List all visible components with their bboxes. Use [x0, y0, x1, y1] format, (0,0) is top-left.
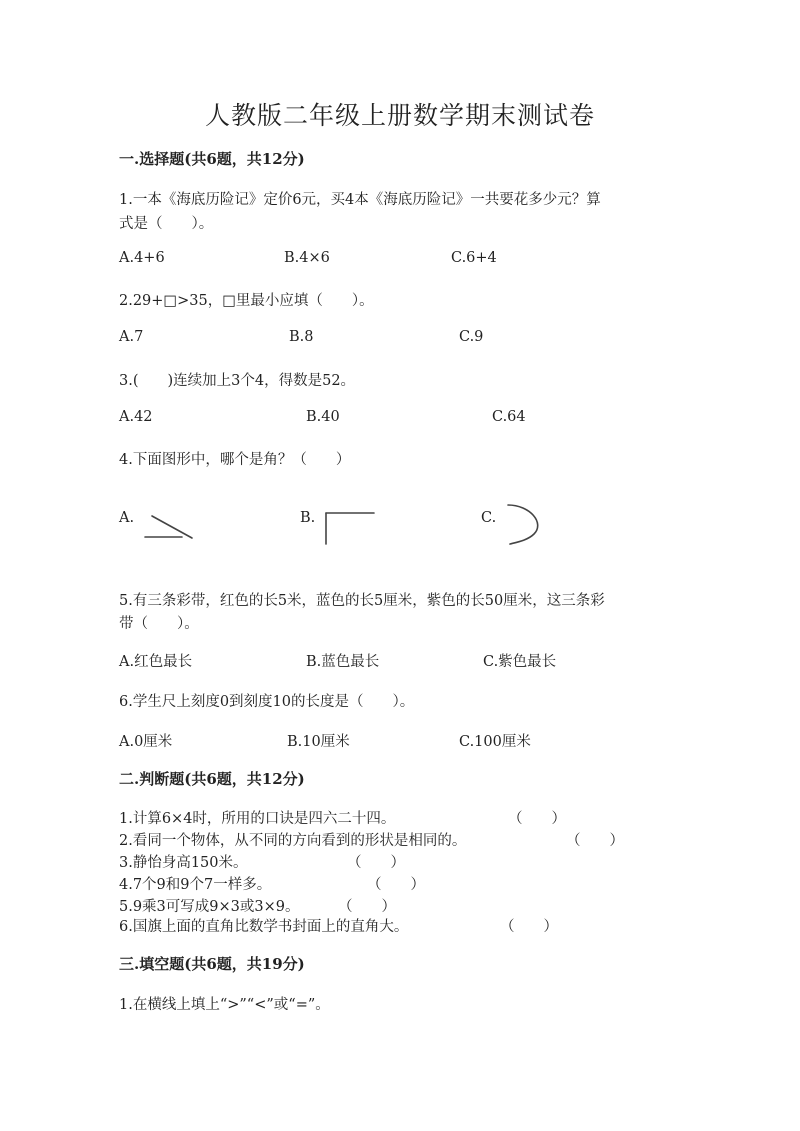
figure-c-non-angle [508, 505, 538, 544]
figure-b-non-angle [326, 513, 374, 544]
option-b: B.4×6 [284, 250, 330, 266]
question-text: 带（ ）。 [119, 616, 199, 632]
answer-bracket: （ ） [508, 811, 566, 827]
option-a: A.42 [119, 409, 153, 425]
option-b: B.蓝色最长 [306, 654, 380, 670]
answer-bracket: （ ） [500, 919, 558, 935]
question-text: 1.在横线上填上“>”“<”或“=”。 [119, 997, 330, 1013]
option-b: B.40 [306, 409, 340, 425]
option-a: A.7 [119, 329, 144, 345]
section-heading-judgement: 二.判断题(共6题，共12分) [119, 770, 305, 788]
option-c: C.9 [459, 329, 484, 345]
option-c: C.100厘米 [459, 734, 531, 750]
question-text: 1.一本《海底历险记》定价6元，买4本《海底历险记》一共要花多少元？算 [119, 192, 601, 208]
option-b: B.8 [289, 329, 314, 345]
option-c: C.64 [492, 409, 526, 425]
judgement-item-text: 6.国旗上面的直角比数学书封面上的直角大。 [119, 919, 409, 935]
question-text: 2.29+□>35，□里最小应填（ ）。 [119, 293, 374, 309]
judgement-item-text: 3.静怡身高150米。 [119, 855, 248, 871]
option-c: C. [481, 510, 497, 526]
option-b: B. [300, 510, 316, 526]
option-b: B.10厘米 [287, 734, 350, 750]
judgement-item-text: 4.7个9和9个7一样多。 [119, 877, 272, 893]
question-text: 3.( )连续加上3个4，得数是52。 [119, 373, 356, 389]
question-text: 6.学生尺上刻度0到刻度10的长度是（ ）。 [119, 694, 415, 710]
answer-bracket: （ ） [367, 877, 425, 893]
option-a: A.0厘米 [119, 734, 173, 750]
judgement-item-text: 5.9乘3可写成9×3或3×9。 [119, 899, 300, 915]
question-text: 4.下面图形中，哪个是角？（ ） [119, 452, 351, 468]
section-heading-fill-blank: 三.填空题(共6题，共19分) [119, 955, 305, 973]
option-a: A.4+6 [119, 250, 165, 266]
answer-bracket: （ ） [566, 833, 624, 849]
figure-a-non-angle [145, 516, 192, 538]
answer-bracket: （ ） [347, 855, 405, 871]
judgement-item-text: 2.看同一个物体，从不同的方向看到的形状是相同的。 [119, 833, 467, 849]
option-a: A. [119, 510, 135, 526]
option-c: C.紫色最长 [483, 654, 557, 670]
option-a: A.红色最长 [119, 654, 193, 670]
answer-bracket: （ ） [338, 899, 396, 915]
option-c: C.6+4 [451, 250, 497, 266]
question-text: 式是（ ）。 [119, 216, 214, 232]
page-title: 人教版二年级上册数学期末测试卷 [204, 101, 595, 130]
judgement-item-text: 1.计算6×4时，所用的口诀是四六二十四。 [119, 811, 396, 827]
section-heading-choice: 一.选择题(共6题，共12分) [119, 150, 305, 168]
question-text: 5.有三条彩带，红色的长5米，蓝色的长5厘米，紫色的长50厘米，这三条彩 [119, 593, 605, 609]
